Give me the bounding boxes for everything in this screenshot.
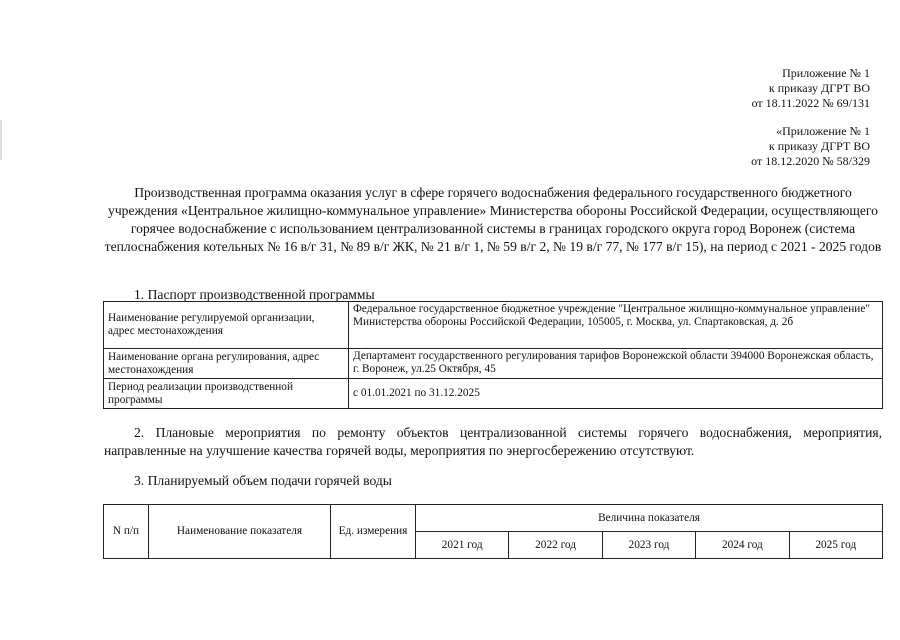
column-header-number: N п/п	[104, 505, 149, 559]
column-header-indicator: Наименование показателя	[149, 505, 331, 559]
passport-table	[103, 301, 883, 409]
scan-margin-mark	[0, 120, 2, 160]
column-header-year: 2021 год	[416, 532, 509, 559]
annex-header-current	[752, 66, 870, 111]
volume-table	[103, 504, 883, 559]
column-header-year: 2023 год	[602, 532, 695, 559]
annex-header-previous	[751, 124, 870, 169]
annex-current-line2: к приказу ДГРТ ВО	[768, 81, 870, 95]
column-header-unit: Ед. измерения	[331, 505, 416, 559]
passport-label: Наименование органа регулирования, адрес местонахождения	[104, 349, 349, 379]
table-row	[104, 349, 883, 379]
section3-heading: 3. Планируемый объем подачи горячей воды	[134, 473, 392, 488]
section1-heading: 1. Паспорт производственной программы	[134, 287, 375, 302]
passport-value: с 01.01.2021 по 31.12.2025	[349, 379, 883, 409]
column-header-year: 2025 год	[789, 532, 882, 559]
column-header-value-group: Величина показателя	[416, 505, 883, 532]
table-row	[104, 302, 883, 349]
annex-previous-line3: от 18.12.2020 № 58/329	[751, 154, 870, 168]
table-row	[104, 379, 883, 409]
column-header-year: 2022 год	[509, 532, 602, 559]
section2-paragraph: 2. Плановые мероприятия по ремонту объектов централизованной системы горячего водоснабжения, мероприятия, направленные на улучшение качества горячей воды, мероприятия по энергосбережению отсутствуют.	[104, 425, 882, 458]
annex-previous-line1: «Приложение № 1	[776, 124, 870, 138]
annex-previous-line2: к приказу ДГРТ ВО	[768, 139, 870, 153]
annex-current-line1: Приложение № 1	[782, 66, 870, 80]
passport-value: Федеральное государственное бюджетное учреждение "Центральное жилищно-коммунальное управление" Министерства обороны Российской Федерации, 105005, г. Москва, ул. Спартаковская, д. 2б	[349, 302, 883, 349]
passport-label: Период реализации производственной программы	[104, 379, 349, 409]
annex-current-line3: от 18.11.2022 № 69/131	[751, 96, 870, 110]
document-title: Производственная программа оказания услуг в сфере горячего водоснабжения федерального государственного бюджетного учреждения «Центральное жилищно-коммунальное управление» Министерства обороны Российской Федерации, осуществляющего горячее водоснабжение с использованием централизованной системы в границах городского округа город Воронеж (система теплоснабжения котельных № 16 в/г 31, № 89 в/г ЖК, № 21 в/г 1, № 59 в/г 2, № 19 в/г 77, № 177 в/г 15), на период с 2021 - 2025 годов	[104, 185, 882, 254]
column-header-year: 2024 год	[696, 532, 789, 559]
table-header-row	[104, 505, 883, 532]
passport-value: Департамент государственного регулирования тарифов Воронежской области 394000 Воронежская область, г. Воронеж, ул.25 Октября, 45	[349, 349, 883, 379]
passport-label: Наименование регулируемой организации, адрес местонахождения	[104, 302, 349, 349]
